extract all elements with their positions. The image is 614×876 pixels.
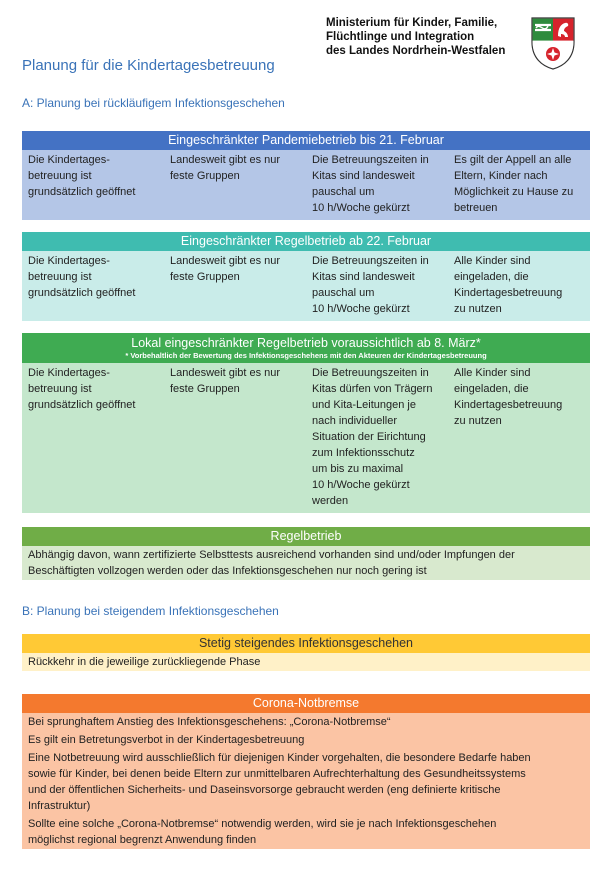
section-b-heading: B: Planung bei steigendem Infektionsgeschehen — [22, 604, 279, 618]
phase-cell: Die Betreuungszeiten in Kitas dürfen von Trägern und Kita-Leitungen je nach individueller Situation der Eirichtung zum Infektionsschutz um bis zu maximal 10 h/Woche gekürzt werden — [312, 367, 433, 507]
phase-footnote: * Vorbehaltlich der Bewertung des Infektionsgeschehens mit den Akteuren der Kindertagesbetreuung — [125, 351, 487, 360]
phase-title: Stetig steigendes Infektionsgeschehen — [198, 636, 414, 650]
phase-text: Bei sprunghaftem Anstieg des Infektionsgeschehens: „Corona-Notbremse“ — [28, 716, 391, 728]
nrw-crest-icon — [530, 16, 576, 70]
phase-cell: Die Betreuungszeiten in Kitas sind landesweit pauschal um 10 h/Woche gekürzt — [312, 154, 429, 214]
phase-text: Rückkehr in die jeweilige zurückliegende Phase — [28, 656, 261, 668]
phase-title-bar — [22, 694, 590, 713]
phase-title: Lokal eingeschränkter Regelbetrieb voraussichtlich ab 8. März* — [131, 336, 481, 350]
phase-regelbetrieb — [22, 527, 590, 580]
phase-cell: Alle Kinder sind eingeladen, die Kindertagesbetreuung zu nutzen — [454, 255, 563, 315]
ministry-line-3: des Landes Nordrhein-Westfalen — [326, 45, 506, 57]
phase-title-bar — [22, 527, 590, 546]
phase-cell: Es gilt der Appell an alle Eltern, Kinder nach Möglichkeit zu Hause zu betreuen — [454, 154, 574, 214]
phase-eingeschraenkter-regelbetrieb — [22, 232, 590, 321]
phase-cell: Die Betreuungszeiten in Kitas sind landesweit pauschal um 10 h/Woche gekürzt — [312, 255, 429, 315]
phase-cells — [22, 251, 590, 321]
section-a-heading: A: Planung bei rückläufigem Infektionsgeschehen — [22, 96, 285, 110]
ministry-line-2: Flüchtlinge und Integration — [326, 31, 475, 43]
phase-text: Eine Notbetreuung wird ausschließlich für diejenigen Kinder vorgehalten, die besondere Bedarfe haben sowie für Kinder, bei denen beide Eltern zur unmittelbaren Aufrechterhaltung des Gesundheitssystems und der öffentlichen Sicherheits- und Daseinsvorsorge gebraucht werden (eng definierte kritische Infrastruktur) — [28, 752, 531, 812]
phase-cell: Die Kindertages- betreuung ist grundsätzlich geöffnet — [28, 255, 136, 299]
ministry-line-1: Ministerium für Kinder, Familie, — [326, 17, 498, 29]
phase-body — [22, 546, 590, 580]
phase-body — [22, 653, 590, 671]
phase-cell: Alle Kinder sind eingeladen, die Kindertagesbetreuung zu nutzen — [454, 367, 563, 427]
phase-cell: Landesweit gibt es nur feste Gruppen — [170, 367, 281, 395]
phase-cells — [22, 150, 590, 220]
phase-pandemiebetrieb — [22, 131, 590, 220]
phase-cells — [22, 363, 590, 513]
phase-title: Eingeschränkter Pandemiebetrieb bis 21. Februar — [168, 133, 444, 147]
phase-title: Regelbetrieb — [270, 529, 342, 543]
phase-text: Abhängig davon, wann zertifizierte Selbsttests ausreichend vorhanden sind und/oder Impfungen der Beschäftigten vollzogen werden oder das Infektionsgeschehen nur noch gering ist — [28, 549, 515, 577]
phase-text: Sollte eine solche „Corona-Notbremse“ notwendig werden, wird sie je nach Infektionsgeschehen möglichst regional begrenzt Anwendung finden — [28, 818, 497, 846]
phase-title-bar — [22, 634, 590, 653]
phase-body — [22, 713, 590, 849]
phase-title-bar — [22, 131, 590, 150]
phase-text: Es gilt ein Betretungsverbot in der Kindertagesbetreuung — [28, 734, 305, 746]
phase-title: Eingeschränkter Regelbetrieb ab 22. Februar — [180, 234, 432, 248]
phase-cell: Landesweit gibt es nur feste Gruppen — [170, 154, 281, 182]
phase-lokal-eingeschraenkter-regelbetrieb — [22, 333, 590, 513]
phase-corona-notbremse — [22, 694, 590, 849]
phase-title-bar — [22, 232, 590, 251]
phase-title: Corona-Notbremse — [252, 696, 360, 710]
phase-cell: Landesweit gibt es nur feste Gruppen — [170, 255, 281, 283]
phase-steigendes-infektionsgeschehen — [22, 634, 590, 671]
phase-cell: Die Kindertages- betreuung ist grundsätzlich geöffnet — [28, 367, 136, 411]
phase-title-bar — [22, 333, 590, 363]
ministry-name — [326, 16, 516, 58]
phase-cell: Die Kindertages- betreuung ist grundsätzlich geöffnet — [28, 154, 136, 198]
page-title: Planung für die Kindertagesbetreuung — [22, 57, 275, 74]
